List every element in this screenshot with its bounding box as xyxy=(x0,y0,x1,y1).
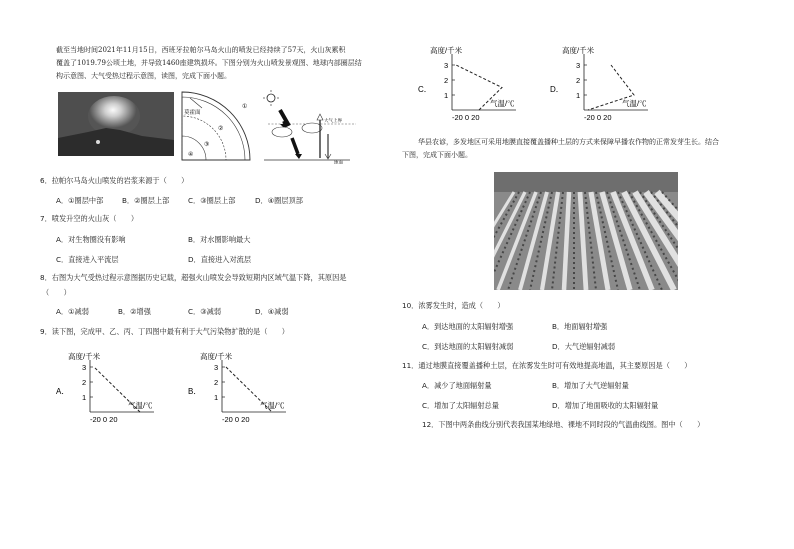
y-tick-label: 2 xyxy=(444,76,449,85)
question-6-option-b[interactable]: B．②圈层上部 xyxy=(122,196,170,205)
y-tick-label: 1 xyxy=(576,91,581,100)
layer-label-1: ① xyxy=(242,104,248,110)
chart-option-label: D． xyxy=(550,85,564,94)
question-7-option-a[interactable]: A．对生物圈没有影响 xyxy=(56,235,126,244)
question-10-stem: 10．浓雾发生时，造成（ ） xyxy=(402,301,505,310)
intro-line: 下图，完成下面小题。 xyxy=(402,151,472,159)
y-tick-label: 3 xyxy=(444,61,449,70)
question-8-option-d[interactable]: D．④减弱 xyxy=(255,307,289,316)
intro-line: 华县农谚，多发地区可采用地膜直接覆盖播种土层的方式来保障早播农作物的正常发芽生长。结合 xyxy=(418,138,719,146)
profile-chart-c[interactable] xyxy=(418,46,534,130)
question-8-option-b[interactable]: B．②增强 xyxy=(118,307,151,316)
field-horizon xyxy=(494,172,678,192)
question-11-option-c[interactable]: C．增加了太阳辐射总量 xyxy=(422,401,499,410)
y-tick-label: 2 xyxy=(214,378,219,387)
chart-option-label: B． xyxy=(188,387,202,396)
intro-line: 截至当地时间2021年11月15日，西班牙拉帕尔马岛火山的喷发已经持续了57天，火山灰累积 xyxy=(56,46,346,54)
y-axis-label: 高度/千米 xyxy=(562,46,595,55)
question-6-option-d[interactable]: D．④圈层顶部 xyxy=(255,196,303,205)
chart-option-label: C． xyxy=(418,85,432,94)
y-axis-label: 高度/千米 xyxy=(430,46,463,55)
y-tick-label: 3 xyxy=(82,363,87,372)
y-tick-label: 3 xyxy=(576,61,581,70)
question-11-option-b[interactable]: B．增加了大气逆辐射量 xyxy=(552,381,629,390)
question-11-stem: 11．通过地膜直接覆盖播种土层，在浓雾发生时可有效地提高地温，其主要原因是（ ） xyxy=(402,361,692,370)
question-6-option-c[interactable]: C．③圈层上部 xyxy=(188,196,236,205)
ground-label: 地面 xyxy=(334,160,343,164)
mulch-field-photo xyxy=(494,172,678,290)
question-6-stem: 6．拉帕尔马岛火山喷发的岩浆来源于（ ） xyxy=(40,176,189,185)
question-10-option-a[interactable]: A．到达地面的太阳辐射增强 xyxy=(422,322,514,331)
x-tick-labels: -20 0 20 xyxy=(222,415,250,424)
intro-line: 覆盖了1019.79公顷土地，并导致1460座建筑损坏。下图分别为火山喷发景观图、地球内部圈层结 xyxy=(56,59,362,67)
y-tick-label: 1 xyxy=(82,393,87,402)
intro-passage-1 xyxy=(56,44,362,83)
y-tick-label: 2 xyxy=(82,378,87,387)
y-axis-label: 高度/千米 xyxy=(68,352,101,361)
question-7-option-c[interactable]: C．直接进入平流层 xyxy=(56,255,119,264)
earth-layers-diagram xyxy=(180,90,260,162)
cloud-icon xyxy=(302,123,322,133)
question-7-option-b[interactable]: B．对水圈影响最大 xyxy=(188,235,251,244)
profile-chart-a[interactable] xyxy=(56,352,164,432)
layer-label-3: ③ xyxy=(204,142,210,148)
question-11-option-d[interactable]: D．增加了地面吸收的太阳辐射量 xyxy=(552,401,659,410)
question-8-option-a[interactable]: A．①减弱 xyxy=(56,307,89,316)
question-10-option-c[interactable]: C．到达地面的太阳辐射减弱 xyxy=(422,342,514,351)
layer-label-4: ④ xyxy=(188,152,194,158)
question-10-option-d[interactable]: D．大气逆辐射减弱 xyxy=(552,342,616,351)
x-axis-label: 气温/℃ xyxy=(128,401,153,410)
y-tick-label: 2 xyxy=(576,76,581,85)
x-axis-label: 气温/℃ xyxy=(260,401,285,410)
intro-passage-2 xyxy=(402,136,719,162)
x-tick-labels: -20 0 20 xyxy=(584,113,612,122)
layer-label-2: ② xyxy=(218,126,224,132)
question-6-option-a[interactable]: A．①圈层中部 xyxy=(56,196,104,205)
question-12-stem: 12．下图中两条曲线分别代表我国某地绿地、裸地不同时段的气温曲线图。图中（ ） xyxy=(422,420,705,429)
question-8-option-c[interactable]: C．③减弱 xyxy=(188,307,222,316)
moho-label: 莫霍面 xyxy=(184,110,201,116)
y-axis-label: 高度/千米 xyxy=(200,352,233,361)
x-tick-labels: -20 0 20 xyxy=(452,113,480,122)
atmos-top-label: 大气上界 xyxy=(324,118,342,123)
x-axis-label: 气温/℃ xyxy=(622,99,647,108)
cloud-icon xyxy=(272,127,292,137)
question-8-stem-paren: （ ） xyxy=(42,288,71,297)
profile-chart-b[interactable] xyxy=(188,352,296,432)
atmosphere-heating-diagram xyxy=(262,88,358,164)
question-7-stem: 7．喷发升空的火山灰（ ） xyxy=(40,214,139,223)
question-9-stem: 9．读下图，完成甲、乙、丙、丁四图中最有利于大气污染物扩散的是（ ） xyxy=(40,327,289,336)
chart-option-label: A． xyxy=(56,387,70,396)
x-axis-label: 气温/℃ xyxy=(490,99,515,108)
y-tick-label: 1 xyxy=(444,91,449,100)
question-10-option-b[interactable]: B．地面辐射增强 xyxy=(552,322,608,331)
profile-chart-d[interactable] xyxy=(550,46,666,130)
intro-line: 构示意图、大气受热过程示意图，读图，完成下面小题。 xyxy=(56,72,231,80)
volcano-photo xyxy=(58,92,174,156)
x-tick-labels: -20 0 20 xyxy=(90,415,118,424)
question-7-option-d[interactable]: D．直接进入对流层 xyxy=(188,255,252,264)
y-tick-label: 1 xyxy=(214,393,219,402)
y-tick-label: 3 xyxy=(214,363,219,372)
question-11-option-a[interactable]: A．减少了地面辐射量 xyxy=(422,381,492,390)
sun-icon xyxy=(267,94,275,102)
question-8-stem: 8．右图为大气受热过程示意图据历史记载，超强火山喷发会导致短期内区域气温下降，其原因是 xyxy=(40,273,347,282)
